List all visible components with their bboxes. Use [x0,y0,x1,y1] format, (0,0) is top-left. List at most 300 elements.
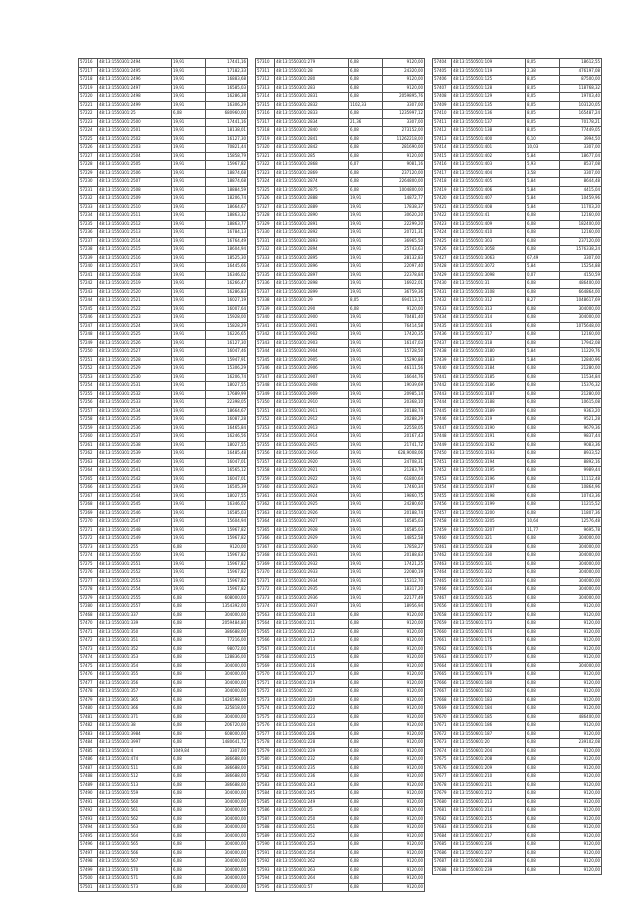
record-number-cell: 57341 [256,322,275,331]
table-row [79,203,248,212]
cadastral-number-cell: 48:13:1550501:3200 [452,509,526,518]
value-cell: 20188,74 [383,509,425,518]
record-number-cell: 57584 [256,790,275,799]
value-cell: 1480641,72 [206,739,248,748]
rate-cell: 6,08 [172,603,206,612]
table-row [79,620,248,629]
rate-cell: 19,91 [349,467,383,476]
table-row [256,798,425,807]
record-number-cell: 57338 [256,297,275,306]
cadastral-number-cell: 48:13:1550301:354 [98,662,172,671]
value-cell: 9120,00 [383,798,425,807]
record-number-cell: 57419 [433,186,452,195]
table-row [79,807,248,816]
table-row [433,645,602,654]
record-number-cell: 57334 [256,263,275,272]
record-number-cell: 57662 [433,645,452,654]
rate-cell: 6,08 [526,722,560,731]
table-row [256,832,425,841]
table-row [433,747,602,756]
value-cell: 18664,67 [206,203,248,212]
value-cell: 21741,72 [383,441,425,450]
record-number-cell: 57244 [79,297,98,306]
table-row [433,297,602,306]
table-row [79,356,248,365]
rate-cell: 6,08 [349,722,383,731]
record-number-cell: 57499 [79,866,98,875]
value-cell: 9120,00 [383,841,425,850]
value-cell: 9120,00 [383,671,425,680]
value-cell: 9120,00 [560,645,602,654]
table-row [79,849,248,858]
cadastral-number-cell: 48:13:1550501:3192 [452,441,526,450]
cadastral-number-cell: 48:13:1550301:2934 [275,577,349,586]
table-row [433,135,602,144]
cadastral-number-cell: 48:13:1550301:2903 [275,339,349,348]
cadastral-number-cell: 48:13:1550301:2545 [98,501,172,510]
cadastral-number-cell: 48:13:1550301:2519 [98,280,172,289]
value-cell: 3307,00 [383,118,425,127]
rate-cell: 19,91 [172,203,206,212]
rate-cell: 19,91 [349,501,383,510]
cadastral-number-cell: 48:13:1550301:2549 [98,535,172,544]
table-row [433,543,602,552]
value-cell: 9120,00 [560,764,602,773]
table-row [256,696,425,705]
table-row [256,178,425,187]
record-number-cell: 57276 [79,569,98,578]
cadastral-number-cell: 48:13:1550501:400 [452,135,526,144]
rate-cell: 21,36 [349,118,383,127]
table-row [256,161,425,170]
rate-cell: 6,08 [526,603,560,612]
cadastral-number-cell: 48:13:1550301:2920 [275,458,349,467]
table-row [79,331,248,340]
record-number-cell: 57475 [79,662,98,671]
rate-cell: 19,91 [349,280,383,289]
table-row [79,450,248,459]
cadastral-number-cell: 48:13:1550301:570 [98,866,172,875]
cadastral-number-cell: 48:13:1550601:211 [452,781,526,790]
record-number-cell: 57456 [433,501,452,510]
records-table-left [78,58,248,892]
cadastral-number-cell: 48:13:1550301:564 [98,832,172,841]
rate-cell: 19,91 [349,382,383,391]
rate-cell: 6,08 [172,543,206,552]
record-number-cell: 57236 [79,229,98,238]
table-row [79,67,248,76]
table-row [433,858,602,867]
cadastral-number-cell: 48:13:1550601:174 [452,628,526,637]
cadastral-number-cell: 48:13:1550401:264 [275,875,349,884]
value-cell: 17858,27 [383,543,425,552]
rate-cell: 19,91 [172,280,206,289]
rate-cell: 6,08 [526,552,560,561]
cadastral-number-cell: 48:13:1550401:229 [275,747,349,756]
table-row [79,93,248,102]
record-number-cell: 57460 [433,535,452,544]
record-number-cell: 57409 [433,101,452,110]
record-number-cell: 57326 [256,195,275,204]
value-cell: 304000,00 [206,824,248,833]
record-number-cell: 57359 [256,475,275,484]
record-number-cell: 57310 [256,59,275,68]
table-row [79,373,248,382]
value-cell: 118768,32 [560,84,602,93]
value-cell: 9120,00 [383,739,425,748]
record-number-cell: 57241 [79,271,98,280]
cadastral-number-cell: 48:13:1550301:2914 [275,433,349,442]
record-number-cell: 57251 [79,356,98,365]
table-row [79,671,248,680]
record-number-cell: 57346 [256,365,275,374]
record-number-cell: 57323 [256,169,275,178]
rate-cell: 6,08 [526,798,560,807]
cadastral-number-cell: 48:13:1550301:2513 [98,229,172,238]
rate-cell: 67,49 [526,254,560,263]
value-cell: 304000,00 [560,552,602,561]
rate-cell: 19,91 [172,373,206,382]
cadastral-number-cell: 48:13:1550401:212 [275,628,349,637]
record-number-cell: 57362 [256,501,275,510]
rate-cell: 6,08 [526,314,560,323]
rate-cell: 6,08 [526,441,560,450]
value-cell: 24280,60 [383,501,425,510]
record-number-cell: 57324 [256,178,275,187]
cadastral-number-cell: 48:13:1550501:334 [452,586,526,595]
record-number-cell: 57255 [79,390,98,399]
cadastral-number-cell: 48:13:1550301:2520 [98,288,172,297]
cadastral-number-cell: 48:13:1550501:31 [452,280,526,289]
cadastral-number-cell: 48:13:1550401:213 [275,637,349,646]
table-row [433,849,602,858]
record-number-cell: 57357 [256,458,275,467]
cadastral-number-cell: 48:13:1550301:2902 [275,331,349,340]
cadastral-number-cell: 48:13:1550301:566 [98,849,172,858]
cadastral-number-cell: 48:13:1550301:2554 [98,586,172,595]
table-row [256,773,425,782]
value-cell: 304000,00 [560,594,602,603]
value-cell: 15967,82 [206,161,248,170]
record-number-cell: 57438 [433,348,452,357]
table-row [79,586,248,595]
value-cell: 24320,00 [383,67,425,76]
cadastral-number-cell: 48:13:1550301:2911 [275,407,349,416]
table-row [256,764,425,773]
cadastral-number-cell: 48:13:1550501:303 [452,237,526,246]
table-row [256,348,425,357]
value-cell: 18317,20 [383,586,425,595]
record-number-cell: 57248 [79,331,98,340]
record-number-cell: 57679 [433,790,452,799]
value-cell: 15967,82 [206,535,248,544]
record-number-cell: 57414 [433,144,452,153]
rate-cell: 19,91 [172,484,206,493]
cadastral-number-cell: 48:13:1550501:401 [452,144,526,153]
record-number-cell: 57678 [433,781,452,790]
rate-cell: 6,08 [526,212,560,221]
table-row [256,339,425,348]
record-number-cell: 57224 [79,127,98,136]
value-cell: 15306,29 [206,365,248,374]
record-number-cell: 57424 [433,229,452,238]
value-cell: 9120,00 [383,76,425,85]
table-row [433,280,602,289]
value-cell: 18525,30 [206,254,248,263]
cadastral-number-cell: 48:13:1550301:2536 [98,424,172,433]
value-cell: 9120,00 [383,790,425,799]
cadastral-number-cell: 48:13:1550501:312 [452,297,526,306]
cadastral-number-cell: 48:13:1550401:252 [275,832,349,841]
value-cell: 9120,00 [560,671,602,680]
record-number-cell: 57453 [433,475,452,484]
value-cell: 304000,00 [206,798,248,807]
value-cell: 3307,00 [560,169,602,178]
record-number-cell: 57264 [79,467,98,476]
rate-cell: 6,08 [172,773,206,782]
value-cell: 486400,00 [560,280,602,289]
record-number-cell: 57363 [256,509,275,518]
table-row [79,594,248,603]
record-number-cell: 57591 [256,849,275,858]
value-cell: 9120,00 [383,866,425,875]
record-number-cell: 57374 [256,603,275,612]
rate-cell: 19,91 [172,407,206,416]
record-number-cell: 57350 [256,399,275,408]
cadastral-number-cell: 48:13:1550301:2494 [98,59,172,68]
table-row [256,59,425,68]
cadastral-number-cell: 48:13:1550501:330 [452,552,526,561]
cadastral-number-cell: 48:13:1550301:2538 [98,441,172,450]
table-row [256,144,425,153]
cadastral-number-cell: 48:13:1550501:408 [452,203,526,212]
cadastral-number-cell: 48:13:1550301:2497 [98,84,172,93]
cadastral-number-cell: 48:13:1550501:129 [452,93,526,102]
cadastral-number-cell: 48:13:1550301:573 [98,883,172,892]
rate-cell: 6,08 [526,773,560,782]
rate-cell: 8,05 [526,84,560,93]
rate-cell: 6,08 [526,756,560,765]
rate-cell: 6,08 [526,637,560,646]
rate-cell: 19,91 [172,569,206,578]
cadastral-number-cell: 48:13:1550301:2503 [98,144,172,153]
record-number-cell: 57412 [433,127,452,136]
value-cell: 16027,19 [206,297,248,306]
cadastral-number-cell: 48:13:1550301:2929 [275,535,349,544]
table-row [256,356,425,365]
value-cell: 16007,64 [206,305,248,314]
cadastral-number-cell: 48:13:1550601:172 [452,611,526,620]
value-cell: 1004800,00 [383,186,425,195]
record-number-cell: 57495 [79,832,98,841]
rate-cell: 19,91 [349,416,383,425]
record-number-cell: 57227 [79,152,98,161]
records-table-right [432,58,602,875]
table-row [433,433,602,442]
value-cell: 304000,00 [560,577,602,586]
cadastral-number-cell: 48:13:1550501:318 [452,339,526,348]
record-number-cell: 57595 [256,883,275,892]
value-cell: 9120,00 [560,654,602,663]
rate-cell: 6,08 [526,560,560,569]
cadastral-number-cell: 48:13:1550301:2832 [275,101,349,110]
value-cell: 9120,00 [560,747,602,756]
rate-cell: 6,08 [526,628,560,637]
records-table-middle [255,58,425,892]
value-cell: 9120,00 [383,611,425,620]
table-row [256,433,425,442]
rate-cell: 19,91 [349,339,383,348]
value-cell: 15254,88 [560,263,602,272]
rate-cell: 6,08 [526,577,560,586]
value-cell: 9120,00 [383,705,425,714]
record-number-cell: 57670 [433,713,452,722]
value-cell: 16644,76 [383,373,425,382]
table-row [433,705,602,714]
value-cell: 304000,00 [560,535,602,544]
rate-cell: 6,08 [526,764,560,773]
cadastral-number-cell: 48:13:1550301:2933 [275,569,349,578]
table-row [433,807,602,816]
cadastral-number-cell: 48:13:1550301:2524 [98,322,172,331]
record-number-cell: 57457 [433,509,452,518]
table-row [256,237,425,246]
rate-cell: 6,08 [526,849,560,858]
record-number-cell: 57658 [433,611,452,620]
rate-cell: 5,84 [526,356,560,365]
cadastral-number-cell: 48:13:1550301:2539 [98,450,172,459]
cadastral-number-cell: 48:13:1550301:283 [275,84,349,93]
cadastral-number-cell: 48:13:1550301:2533 [98,399,172,408]
record-number-cell: 57339 [256,305,275,314]
rate-cell: 6,08 [349,93,383,102]
table-row [79,739,248,748]
value-cell: 1576338,24 [560,246,602,255]
record-number-cell: 57680 [433,798,452,807]
rate-cell: 6,08 [526,246,560,255]
cadastral-number-cell: 48:13:1550301:2900 [275,314,349,323]
rate-cell: 6,10 [526,135,560,144]
value-cell: 16585,03 [383,518,425,527]
cadastral-number-cell: 48:13:1550301:2516 [98,254,172,263]
value-cell: 680960,00 [206,110,248,119]
record-number-cell: 57418 [433,178,452,187]
rate-cell: 6,08 [526,807,560,816]
record-number-cell: 57253 [79,373,98,382]
value-cell: 9120,00 [383,773,425,782]
value-cell: 9120,00 [560,603,602,612]
table-row [79,858,248,867]
record-number-cell: 57473 [79,645,98,654]
rate-cell: 6,07 [349,161,383,170]
table-row [256,620,425,629]
record-number-cell: 57430 [433,280,452,289]
record-number-cell: 57314 [256,93,275,102]
table-row [433,195,602,204]
cadastral-number-cell: 48:13:1550301:2898 [275,280,349,289]
cadastral-number-cell: 48:13:1550301:2541 [98,467,172,476]
record-number-cell: 57254 [79,382,98,391]
value-cell: 20167,43 [383,433,425,442]
cadastral-number-cell: 48:13:1550301:2874 [275,178,349,187]
cadastral-number-cell: 48:13:1550601:178 [452,662,526,671]
value-cell: 9120,00 [206,543,248,552]
rate-cell: 6,08 [172,875,206,884]
rate-cell: 19,91 [172,416,206,425]
cadastral-number-cell: 48:13:1550401:22 [275,688,349,697]
table-row [256,722,425,731]
cadastral-number-cell: 48:13:1550601:184 [452,705,526,714]
table-row [256,331,425,340]
rate-cell: 19,91 [172,305,206,314]
rate-cell: 19,91 [172,492,206,501]
table-row [433,790,602,799]
table-row [79,280,248,289]
record-number-cell: 57410 [433,110,452,119]
rate-cell: 6,08 [349,110,383,119]
value-cell: 9120,00 [383,152,425,161]
record-number-cell: 57443 [433,390,452,399]
record-number-cell: 57360 [256,484,275,493]
cadastral-number-cell: 48:13:1550301:2505 [98,161,172,170]
value-cell: 304000,00 [206,790,248,799]
record-number-cell: 57465 [433,577,452,586]
table-row [256,212,425,221]
table-row [79,875,248,884]
cadastral-number-cell: 48:13:1550601:179 [452,671,526,680]
value-cell: 18863,32 [206,212,248,221]
table-row [79,271,248,280]
rate-cell: 6,08 [349,790,383,799]
table-row [433,152,602,161]
rate-cell: 6,08 [526,322,560,331]
record-number-cell: 57589 [256,832,275,841]
rate-cell: 6,08 [172,798,206,807]
value-cell: 9120,00 [560,866,602,875]
value-cell: 15947,91 [206,356,248,365]
value-cell: 11262218,00 [383,135,425,144]
rate-cell: 6,08 [349,84,383,93]
record-number-cell: 57262 [79,450,98,459]
table-row [256,263,425,272]
cadastral-number-cell: 48:13:1550401:250 [275,815,349,824]
table-row [79,297,248,306]
rate-cell: 6,08 [526,237,560,246]
cadastral-number-cell: 48:13:1550301:2495 [98,67,172,76]
record-number-cell: 57328 [256,212,275,221]
value-cell: 19860,75 [383,492,425,501]
table-row [433,832,602,841]
rate-cell: 19,91 [172,331,206,340]
record-number-cell: 57223 [79,118,98,127]
value-cell: 15967,82 [206,586,248,595]
table-row [433,118,602,127]
value-cell: 12160,00 [560,331,602,340]
rate-cell: 6,08 [526,288,560,297]
value-cell: 98072,00 [206,645,248,654]
record-number-cell: 57335 [256,271,275,280]
record-number-cell: 57583 [256,781,275,790]
value-cell: 12576,48 [560,518,602,527]
rate-cell: 19,91 [172,101,206,110]
rate-cell: 19,91 [349,475,383,484]
record-number-cell: 57451 [433,458,452,467]
rate-cell: 6,08 [172,807,206,816]
rate-cell: 19,91 [172,390,206,399]
value-cell: 1426598,00 [206,696,248,705]
cadastral-number-cell: 48:13:1550301:2512 [98,220,172,229]
table-row [256,84,425,93]
